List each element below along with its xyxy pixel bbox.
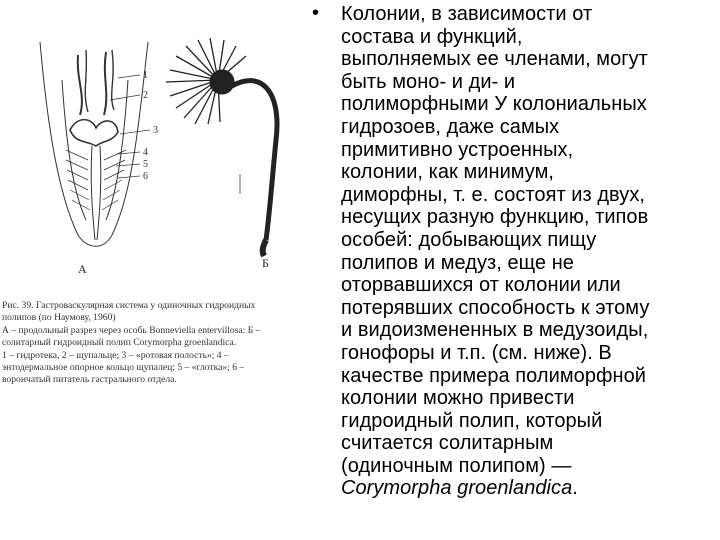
callout-6: 6 <box>143 171 148 182</box>
callout-numbers <box>143 70 158 182</box>
species-name: Corymorpha groenlandica <box>341 477 573 500</box>
text-line: несущих разную функцию, типов <box>341 206 649 229</box>
caption-line: Рис. 39. Гастроваскулярная система у одиночных гидроидных <box>2 300 256 311</box>
text-line: считается солитарным <box>341 432 554 455</box>
text-line: оторвавшихся от колонии или <box>341 274 621 297</box>
caption-line: солитарный гидроидный полип Corymorpha groenlandica. <box>2 337 237 349</box>
text-line: примитивно устроенных, <box>341 138 574 161</box>
polyp-drawings <box>0 0 310 300</box>
text-line: гидрозоев, даже самых <box>341 115 560 138</box>
figure-caption <box>2 300 306 387</box>
figure-illustration <box>0 0 310 400</box>
text-line: качестве примера полиморфной <box>341 364 647 387</box>
caption-line: ворончатый питатель гастрального отдела. <box>2 374 177 386</box>
text-line: (одиночным полипом) — <box>341 454 572 477</box>
text-line: гидроидный полип, который <box>341 409 603 432</box>
paragraph-text <box>341 3 719 500</box>
callout-3: 3 <box>153 125 158 136</box>
callout-2: 2 <box>143 90 148 101</box>
caption-line: А – продольный разрез через особь Bonneviella entervillosa: Б – <box>2 324 261 336</box>
bullet-marker: • <box>312 2 320 24</box>
callout-4: 4 <box>143 147 148 158</box>
drawing-b <box>166 38 277 256</box>
final-period: . <box>572 477 578 500</box>
text-line: потерявших способность к этому <box>341 296 650 319</box>
text-line: и видоизмененных в медузоиды, <box>341 319 649 342</box>
drawing-a <box>40 42 150 246</box>
callout-5: 5 <box>143 159 148 170</box>
text-line: колонии, как минимум, <box>341 161 555 184</box>
text-line: гонофоры и т.п. (см. ниже). В <box>341 341 612 364</box>
text-line: состава и функций, <box>341 25 523 48</box>
text-line: диморфны, т. е. состоят из двух, <box>341 183 645 206</box>
text-line: особей: добывающих пищу <box>341 228 597 251</box>
text-line: Колонии, в зависимости от <box>341 3 593 25</box>
caption-line: 1 – гидротека, 2 – щупальце; 3 – «ротовая полость»; 4 – <box>2 349 229 361</box>
figure-label-b: Б <box>262 256 269 270</box>
text-line-last <box>341 477 719 500</box>
caption-line: энтодермальное опорное кольцо щупалец; 5 – «глотка»; 6 – <box>2 362 245 374</box>
figure-label-a: А <box>78 262 87 276</box>
text-line: колонии можно привести <box>341 387 575 410</box>
text-line: быть моно- и ди- и <box>341 70 516 93</box>
text-line: выполняемых ее членами, могут <box>341 48 648 71</box>
caption-line: полипов (по Наумову, 1960) <box>2 312 116 324</box>
callout-1: 1 <box>143 70 148 81</box>
text-line: полиморфными У колониальных <box>341 93 647 116</box>
text-line: полипов и медуз, еще не <box>341 251 574 274</box>
